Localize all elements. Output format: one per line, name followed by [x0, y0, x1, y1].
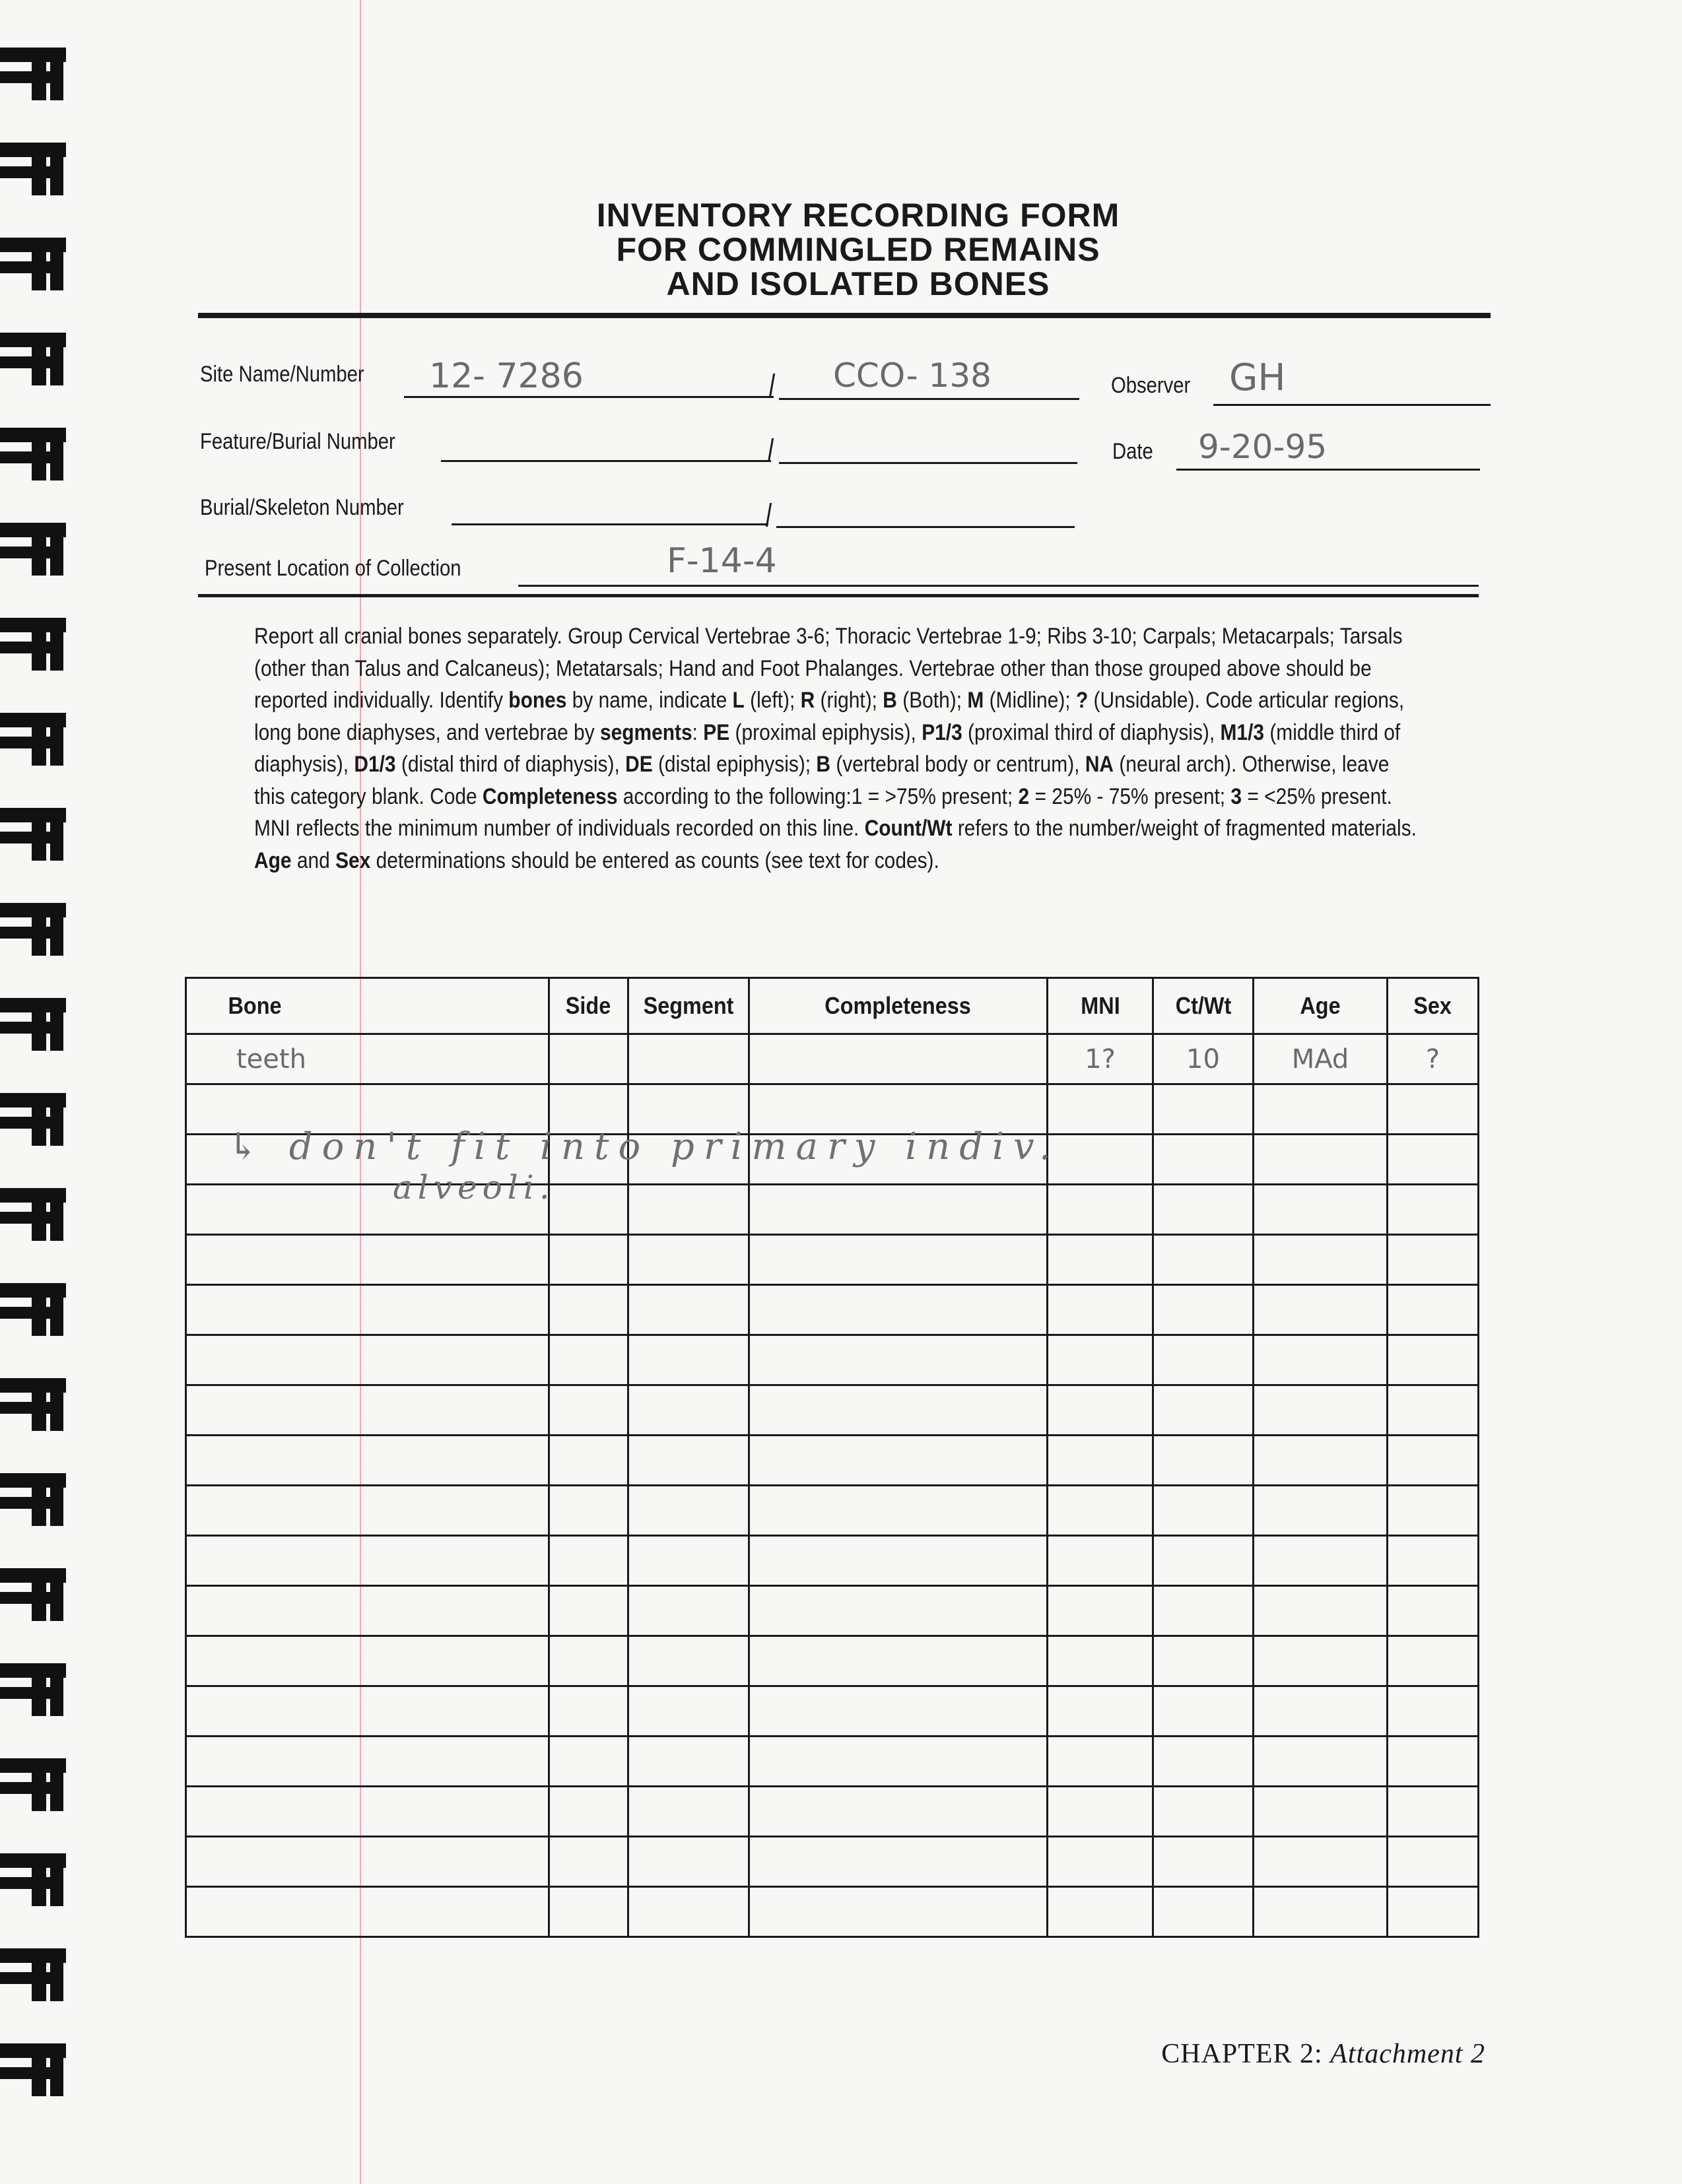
header-ctwt [1153, 978, 1254, 1034]
date-value[interactable]: 9-20-95 [1198, 428, 1328, 466]
instr-text: (Midline); [984, 688, 1076, 713]
cell-age[interactable] [1254, 1385, 1388, 1436]
cell-age[interactable] [1254, 1135, 1388, 1185]
cell-completeness[interactable] [749, 1436, 1048, 1486]
cell-bone[interactable] [186, 1486, 549, 1536]
spiral-ring [0, 1663, 65, 1716]
spiral-ring [0, 1948, 65, 2001]
instr-text: Report all cranial bones separately. Group Cervical Vertebrae 3-6; Thoracic Vertebrae 1-9; Ribs 3-10; Carpals; Metacarpals; Tarsals (other than Talus and Calcaneus); Metatarsals; Hand and Foot Phalanges. Vertebrae other than those grouped above should be reported individually. Identify [254, 624, 1403, 713]
table-row [186, 1436, 1479, 1486]
site-label: Site Name/Number [200, 362, 364, 387]
instr-bold: Count/Wt [864, 816, 953, 841]
cell-segment[interactable] [628, 1737, 749, 1787]
cell-mni[interactable] [1048, 1436, 1153, 1486]
cell-segment[interactable] [628, 1887, 749, 1937]
cell-sex[interactable] [1388, 1837, 1479, 1887]
site-value-2[interactable]: CCO- 138 [833, 356, 992, 395]
instr-bold: 2 [1018, 783, 1030, 809]
cell-age[interactable]: MAd [1254, 1034, 1388, 1084]
cell-mni[interactable] [1048, 1385, 1153, 1436]
cell-completeness[interactable] [749, 1385, 1048, 1436]
location-value[interactable]: F-14-4 [667, 541, 777, 581]
cell-side[interactable] [549, 1887, 628, 1937]
cell-bone[interactable]: teeth [186, 1034, 549, 1084]
table-row [186, 1385, 1479, 1436]
cell-ctwt[interactable] [1153, 1737, 1254, 1787]
instr-text: (left); [744, 688, 801, 713]
cell-sex[interactable]: ? [1388, 1034, 1479, 1084]
header-label: Age [1300, 992, 1341, 1019]
cell-mni[interactable] [1048, 1235, 1153, 1285]
title-line-1: INVENTORY RECORDING FORM [596, 197, 1120, 234]
cell-bone[interactable] [186, 1787, 549, 1837]
cell-sex[interactable] [1388, 1385, 1479, 1436]
cell-sex[interactable] [1388, 1737, 1479, 1787]
cell-side[interactable] [549, 1235, 628, 1285]
table-row [186, 1636, 1479, 1686]
header-segment [628, 978, 749, 1034]
header-label: Side [566, 992, 611, 1019]
cell-completeness[interactable] [749, 1285, 1048, 1335]
instr-text: (vertebral body or centrum), [830, 752, 1085, 777]
cell-mni[interactable] [1048, 1887, 1153, 1937]
cell-segment[interactable] [628, 1586, 749, 1636]
header-bone [186, 978, 549, 1034]
feature-line-2[interactable] [779, 462, 1077, 464]
cell-mni[interactable] [1048, 1084, 1153, 1135]
cell-completeness[interactable] [749, 1787, 1048, 1837]
cell-segment[interactable] [628, 1536, 749, 1586]
site-slash [769, 374, 775, 397]
cell-sex[interactable] [1388, 1285, 1479, 1335]
cell-ctwt[interactable] [1153, 1887, 1254, 1937]
cell-completeness[interactable] [749, 1034, 1048, 1084]
spiral-ring [0, 618, 65, 671]
cell-side[interactable] [549, 1787, 628, 1837]
cell-side[interactable] [549, 1285, 628, 1335]
cell-age[interactable] [1254, 1536, 1388, 1586]
cell-ctwt[interactable] [1153, 1686, 1254, 1737]
skeleton-line-2[interactable] [776, 526, 1075, 528]
footer-chapter: CHAPTER 2: [1161, 2039, 1323, 2069]
instr-bold: ? [1075, 688, 1089, 713]
spiral-ring [0, 428, 65, 480]
cell-bone[interactable] [186, 1737, 549, 1787]
instr-text: (distal third of diaphysis), [395, 752, 626, 777]
header-age [1254, 978, 1388, 1034]
spiral-ring [0, 808, 65, 861]
instr-text: refers to the number/weight of fragmented materials. [952, 816, 1417, 841]
title-line-2: FOR COMMINGLED REMAINS [616, 231, 1100, 268]
cell-mni[interactable] [1048, 1636, 1153, 1686]
cell-ctwt[interactable] [1153, 1135, 1254, 1185]
spiral-ring [0, 1473, 65, 1526]
header-sex [1388, 978, 1479, 1034]
observer-line[interactable] [1213, 404, 1491, 406]
instr-bold: L [732, 688, 745, 713]
cell-bone[interactable] [186, 1586, 549, 1636]
instructions-paragraph [254, 620, 1416, 877]
cell-segment[interactable] [628, 1335, 749, 1385]
cell-ctwt[interactable] [1153, 1586, 1254, 1636]
cell-bone[interactable] [186, 1436, 549, 1486]
cell-segment[interactable] [628, 1486, 749, 1536]
spiral-binding [0, 0, 66, 2184]
instr-bold: segments [599, 719, 692, 745]
table-row [186, 1185, 1479, 1235]
cell-side[interactable] [549, 1185, 628, 1235]
skeleton-label: Burial/Skeleton Number [200, 495, 404, 520]
cell-segment[interactable] [628, 1285, 749, 1335]
instr-text: according to the following:1 = >75% present; [617, 783, 1019, 809]
cell-mni[interactable] [1048, 1486, 1153, 1536]
cell-mni[interactable] [1048, 1285, 1153, 1335]
observer-label: Observer [1111, 373, 1191, 398]
cell-mni[interactable] [1048, 1686, 1153, 1737]
site-value-1[interactable]: 12- 7286 [429, 356, 584, 396]
spiral-ring [0, 48, 65, 100]
cell-ctwt[interactable] [1153, 1486, 1254, 1536]
header-label: MNI [1080, 992, 1120, 1019]
cell-mni[interactable] [1048, 1536, 1153, 1586]
table-row [186, 1887, 1479, 1937]
instr-bold: M [967, 688, 984, 713]
instr-text: (right); [815, 688, 883, 713]
table-row [186, 1586, 1479, 1636]
footer-attachment: Attachment 2 [1330, 2039, 1485, 2069]
instr-text: (neural arch). Otherwise, leave this category blank. Code [254, 752, 1390, 809]
inventory-table [185, 977, 1479, 1938]
cell-ctwt[interactable] [1153, 1436, 1254, 1486]
table-row [186, 1787, 1479, 1837]
instr-bold: PE [703, 719, 730, 745]
cell-ctwt[interactable] [1153, 1787, 1254, 1837]
instr-text: by name, indicate [566, 688, 733, 713]
instr-text: (Unsidable). Code articular regions, long bone diaphyses, and vertebrae by [254, 688, 1405, 745]
instr-text: (middle third of diaphysis), [254, 719, 1401, 777]
spiral-ring [0, 1283, 65, 1336]
skeleton-line-1[interactable] [452, 523, 768, 525]
cell-segment[interactable] [628, 1636, 749, 1686]
spiral-ring [0, 1853, 65, 1906]
cell-side[interactable] [549, 1737, 628, 1787]
page-footer [1161, 2038, 1485, 2070]
instr-bold: B [816, 752, 831, 777]
cell-age[interactable] [1254, 1887, 1388, 1937]
cell-mni[interactable] [1048, 1185, 1153, 1235]
cell-sex[interactable] [1388, 1686, 1479, 1737]
cell-completeness[interactable] [749, 1586, 1048, 1636]
cell-ctwt[interactable] [1153, 1536, 1254, 1586]
cell-bone[interactable] [186, 1837, 549, 1887]
cell-sex[interactable] [1388, 1335, 1479, 1385]
instr-text: : [692, 719, 704, 745]
cell-side[interactable] [549, 1385, 628, 1436]
instr-bold: P1/3 [922, 719, 962, 745]
cell-mni[interactable] [1048, 1837, 1153, 1887]
instr-bold: NA [1085, 752, 1114, 777]
header-label: Completeness [824, 992, 972, 1019]
cell-age[interactable] [1254, 1285, 1388, 1335]
table-row [186, 1335, 1479, 1385]
cell-sex[interactable] [1388, 1235, 1479, 1285]
spiral-ring [0, 713, 65, 766]
cell-bone[interactable] [186, 1335, 549, 1385]
instr-text: and [291, 847, 336, 873]
cell-side[interactable] [549, 1034, 628, 1084]
spiral-ring [0, 2043, 65, 2096]
cell-bone[interactable] [186, 1536, 549, 1586]
cell-sex[interactable] [1388, 1135, 1479, 1185]
site-line-1[interactable] [404, 396, 774, 398]
skeleton-slash [766, 503, 772, 527]
instr-text: (distal epiphysis); [652, 752, 817, 777]
spiral-ring [0, 1758, 65, 1811]
cell-age[interactable] [1254, 1586, 1388, 1636]
cell-ctwt[interactable] [1153, 1185, 1254, 1235]
cell-age[interactable] [1254, 1335, 1388, 1385]
cell-ctwt[interactable] [1153, 1285, 1254, 1335]
form-title [462, 198, 1254, 301]
cell-completeness[interactable] [749, 1335, 1048, 1385]
cell-mni[interactable] [1048, 1586, 1153, 1636]
feature-slash [768, 438, 774, 462]
header-label: Ct/Wt [1175, 992, 1231, 1019]
header-mni [1048, 978, 1153, 1034]
table-row [186, 1235, 1479, 1285]
cell-side[interactable] [549, 1486, 628, 1536]
spiral-ring [0, 1568, 65, 1621]
instr-text: determinations should be entered as counts (see text for codes). [370, 847, 939, 873]
instr-bold: R [800, 688, 815, 713]
cell-age[interactable] [1254, 1486, 1388, 1536]
table-row [186, 1486, 1479, 1536]
instr-bold: Age [254, 847, 292, 873]
spiral-ring [0, 1378, 65, 1431]
instr-text: = <25% present. MNI reflects the minimum number of individuals recorded on this line. [254, 783, 1392, 841]
cell-bone[interactable] [186, 1235, 549, 1285]
cell-completeness[interactable] [749, 1185, 1048, 1235]
cell-ctwt[interactable] [1153, 1235, 1254, 1285]
spiral-ring [0, 1093, 65, 1146]
spiral-ring [0, 333, 65, 385]
cell-age[interactable] [1254, 1636, 1388, 1686]
cell-mni[interactable]: 1? [1048, 1034, 1153, 1084]
spiral-ring [0, 143, 65, 195]
cell-mni[interactable] [1048, 1335, 1153, 1385]
instr-text: (Both); [896, 688, 968, 713]
cell-bone[interactable] [186, 1686, 549, 1737]
cell-mni[interactable] [1048, 1135, 1153, 1185]
feature-line-1[interactable] [441, 460, 771, 462]
header-side [549, 978, 628, 1034]
title-line-3: AND ISOLATED BONES [666, 265, 1050, 302]
instr-bold: bones [508, 688, 567, 713]
cell-ctwt[interactable] [1153, 1385, 1254, 1436]
cell-side[interactable] [549, 1436, 628, 1486]
cell-side[interactable] [549, 1636, 628, 1686]
cell-sex[interactable] [1388, 1787, 1479, 1837]
cell-side[interactable] [549, 1686, 628, 1737]
cell-sex[interactable] [1388, 1887, 1479, 1937]
cell-side[interactable] [549, 1586, 628, 1636]
table-row [186, 1837, 1479, 1887]
cell-ctwt[interactable] [1153, 1335, 1254, 1385]
observer-value[interactable]: GH [1229, 356, 1286, 399]
location-label: Present Location of Collection [205, 556, 461, 581]
cell-sex[interactable] [1388, 1084, 1479, 1135]
spiral-ring [0, 238, 65, 290]
cell-age[interactable] [1254, 1737, 1388, 1787]
title-divider [198, 313, 1491, 318]
cell-sex[interactable] [1388, 1636, 1479, 1686]
cell-side[interactable] [549, 1837, 628, 1887]
table-row [186, 1536, 1479, 1586]
cell-sex[interactable] [1388, 1436, 1479, 1486]
cell-completeness[interactable] [749, 1536, 1048, 1586]
spiral-ring [0, 998, 65, 1051]
cell-age[interactable] [1254, 1686, 1388, 1737]
site-line-2[interactable] [779, 398, 1079, 400]
cell-age[interactable] [1254, 1787, 1388, 1837]
cell-completeness[interactable] [749, 1887, 1048, 1937]
instr-text: (proximal epiphysis), [729, 719, 922, 745]
cell-segment[interactable] [628, 1034, 749, 1084]
cell-mni[interactable] [1048, 1787, 1153, 1837]
cell-ctwt[interactable] [1153, 1837, 1254, 1887]
feature-label: Feature/Burial Number [200, 429, 395, 454]
cell-segment[interactable] [628, 1436, 749, 1486]
section-divider [198, 594, 1479, 597]
cell-sex[interactable] [1388, 1586, 1479, 1636]
cell-age[interactable] [1254, 1185, 1388, 1235]
table-row [186, 1686, 1479, 1737]
date-line[interactable] [1176, 469, 1480, 471]
cell-segment[interactable] [628, 1686, 749, 1737]
cell-segment[interactable] [628, 1235, 749, 1285]
cell-completeness[interactable] [749, 1686, 1048, 1737]
cell-side[interactable] [549, 1335, 628, 1385]
cell-completeness[interactable] [749, 1636, 1048, 1686]
cell-bone[interactable] [186, 1636, 549, 1686]
cell-segment[interactable] [628, 1787, 749, 1837]
instr-bold: DE [625, 752, 653, 777]
cell-segment[interactable] [628, 1385, 749, 1436]
instr-bold: Sex [335, 847, 371, 873]
location-line[interactable] [518, 585, 1479, 587]
cell-completeness[interactable] [749, 1486, 1048, 1536]
cell-completeness[interactable] [749, 1737, 1048, 1787]
cell-segment[interactable] [628, 1185, 749, 1235]
cell-segment[interactable] [628, 1837, 749, 1887]
table-row [186, 1737, 1479, 1787]
header-label: Segment [643, 992, 734, 1019]
instr-bold: D1/3 [354, 752, 396, 777]
cell-age[interactable] [1254, 1084, 1388, 1135]
table-header-row [186, 978, 1479, 1034]
cell-sex[interactable] [1388, 1536, 1479, 1586]
instr-text: (proximal third of diaphysis), [962, 719, 1221, 745]
instr-text: = 25% - 75% present; [1029, 783, 1231, 809]
cell-age[interactable] [1254, 1235, 1388, 1285]
cell-age[interactable] [1254, 1436, 1388, 1486]
handwritten-note-line-2: alveoli. [393, 1168, 555, 1207]
cell-ctwt[interactable] [1153, 1084, 1254, 1135]
cell-sex[interactable] [1388, 1486, 1479, 1536]
cell-bone[interactable] [186, 1285, 549, 1335]
cell-age[interactable] [1254, 1837, 1388, 1887]
cell-sex[interactable] [1388, 1185, 1479, 1235]
cell-completeness[interactable] [749, 1235, 1048, 1285]
cell-completeness[interactable] [749, 1837, 1048, 1887]
cell-side[interactable] [549, 1536, 628, 1586]
header-label: Sex [1413, 992, 1452, 1019]
cell-mni[interactable] [1048, 1737, 1153, 1787]
date-label: Date [1112, 439, 1153, 464]
spiral-ring [0, 903, 65, 956]
spiral-ring [0, 523, 65, 576]
cell-ctwt[interactable]: 10 [1153, 1034, 1254, 1084]
instr-bold: 3 [1230, 783, 1242, 809]
handwritten-note-line-1: ↳ don't fit into primary indiv. [228, 1125, 1060, 1168]
header-label: Bone [228, 992, 282, 1019]
spiral-ring [0, 1188, 65, 1241]
instr-bold: Completeness [482, 783, 618, 809]
cell-ctwt[interactable] [1153, 1636, 1254, 1686]
header-completeness [749, 978, 1048, 1034]
cell-bone[interactable] [186, 1887, 549, 1937]
table-row [186, 1034, 1479, 1084]
table-row [186, 1285, 1479, 1335]
cell-bone[interactable] [186, 1385, 549, 1436]
instr-bold: B [883, 688, 897, 713]
instr-bold: M1/3 [1220, 719, 1265, 745]
